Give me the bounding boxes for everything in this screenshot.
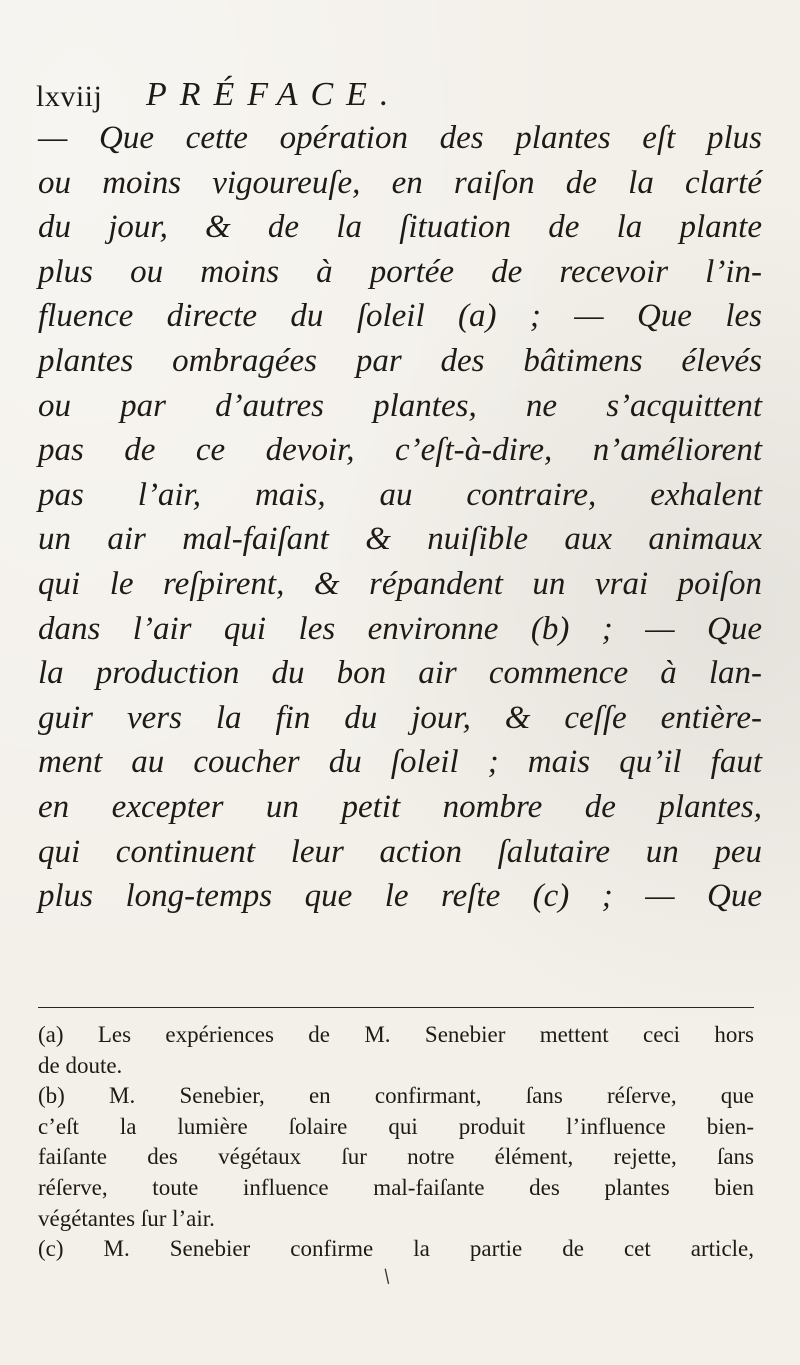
body-line: plus ou moins à portée de recevoir l’in- (38, 253, 762, 290)
page-header (36, 76, 756, 116)
page-number: lxviij (36, 80, 103, 113)
body-line: en excepter un petit nombre de plantes, (38, 788, 762, 825)
body-line: la production du bon air commence à lan- (38, 655, 762, 692)
body-line: qui le reſpirent, & répandent un vrai poiſon (38, 565, 762, 602)
body-line: dans l’air qui les environne (b) ; — Que (38, 610, 762, 647)
body-line: du jour, & de la ſituation de la plante (38, 209, 762, 246)
footnote-line: (b) M. Senebier, en confirmant, ſans réſerve, que (38, 1083, 754, 1109)
footnotes (38, 1020, 754, 1265)
body-line: ment au coucher du ſoleil ; mais qu’il faut (38, 744, 762, 781)
body-line: qui continuent leur action ſalutaire un peu (38, 833, 762, 870)
footnote-line: faiſante des végétaux ſur notre élément, rejette, ſans (38, 1144, 754, 1170)
running-title: PRÉFACE. (146, 76, 402, 113)
footnote-line: c’eſt la lumière ſolaire qui produit l’influence bien- (38, 1113, 754, 1139)
ornament-mark: / (379, 1265, 395, 1288)
body-line: pas de ce devoir, c’eſt-à-dire, n’améliorent (38, 432, 762, 469)
body-line: plantes ombragées par des bâtimens élevés (38, 342, 762, 379)
body-line: plus long-temps que le reſte (c) ; — Que (38, 878, 762, 915)
footnote-line: (a) Les expériences de M. Senebier mettent ceci hors (38, 1022, 754, 1047)
footnote-line: de doute. (38, 1052, 123, 1078)
body-line: — Que cette opération des plantes eſt plus (38, 120, 762, 156)
footnote-line: (c) M. Senebier confirme la partie de cet article, (38, 1236, 754, 1262)
body-line: un air mal-faiſant & nuiſible aux animaux (38, 521, 762, 558)
body-line: guir vers la fin du jour, & ceſſe entière- (38, 699, 762, 736)
body-line: fluence directe du ſoleil (a) ; — Que les (38, 298, 762, 335)
footnote-line: réſerve, toute influence mal-faiſante des plantes bien (38, 1174, 754, 1200)
body-line: ou par d’autres plantes, ne s’acquittent (38, 387, 762, 424)
body-text (38, 116, 762, 919)
footnote-line: végétantes ſur l’air. (38, 1205, 215, 1231)
footnote-rule (38, 1007, 754, 1008)
body-line: pas l’air, mais, au contraire, exhalent (38, 476, 762, 513)
body-line: ou moins vigoureuſe, en raiſon de la clarté (38, 164, 762, 201)
